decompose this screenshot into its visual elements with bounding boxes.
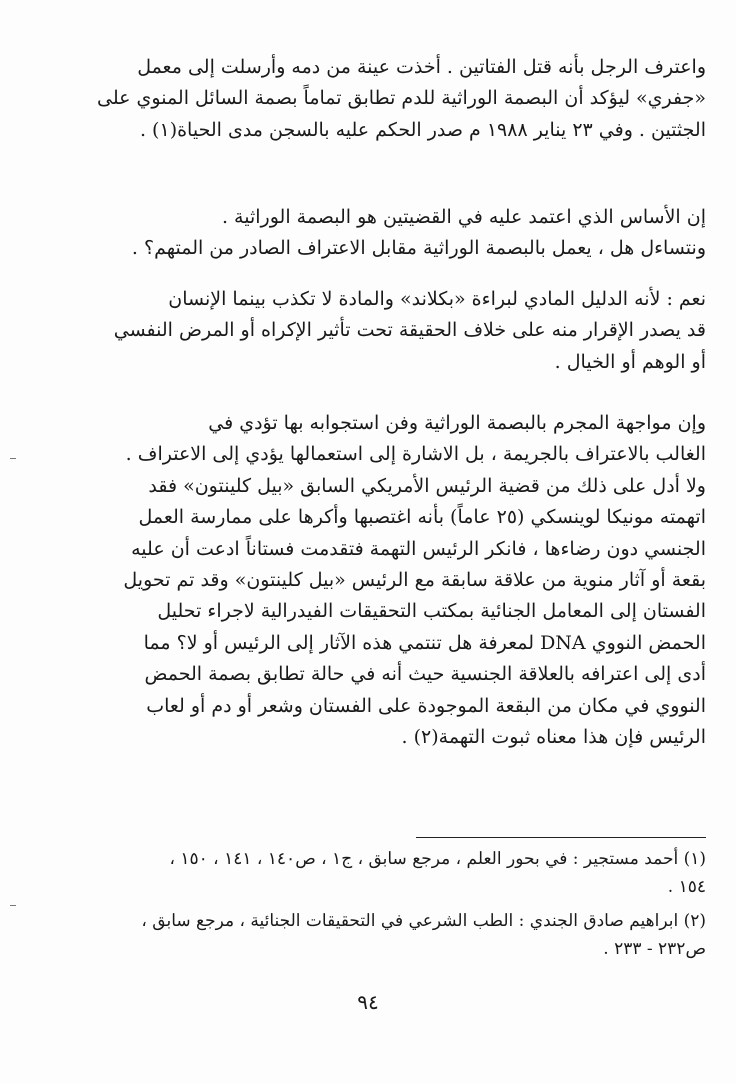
text-line: النووي في مكان من البقعة الموجودة على الفستان وشعر أو دم أو لعاب: [146, 694, 706, 717]
text-line: اتهمته مونيكا لوينسكي (٢٥ عاماً) بأنه اغتصبها وأكرها على ممارسة العمل: [138, 506, 706, 529]
text-line: الرئيس فإن هذا معناه ثبوت التهمة(٢) .: [401, 726, 706, 749]
page-number: ٩٤: [357, 990, 379, 1014]
footnote-line: (٢) ابراهيم صادق الجندي : الطب الشرعي في التحقيقات الجنائية ، مرجع سابق ،: [141, 911, 706, 931]
footnote-line: ١٥٤ .: [667, 877, 706, 897]
text-line: الغالب بالاعتراف بالجريمة ، بل الاشارة إلى استعمالها يؤدي إلى الاعتراف .: [125, 443, 706, 466]
text-line: نعم : لأنه الدليل المادي لبراءة «بكلاند» والمادة لا تكذب بينما الإنسان: [168, 288, 706, 310]
text-line: الجنسي دون رضاءها ، فانكر الرئيس التهمة فتقدمت فستاناً ادعت أن عليه: [131, 537, 706, 560]
footnotes: [26, 845, 706, 969]
paragraph-confession: [26, 52, 706, 146]
text-line: ونتساءل هل ، يعمل بالبصمة الوراثية مقابل الاعتراف الصادر من المتهم؟ .: [131, 237, 706, 260]
paragraph-basis: [26, 202, 706, 265]
text-line: أدى إلى اعترافه بالعلاقة الجنسية حيث أنه في حالة تطابق بصمة الحمض: [144, 663, 706, 686]
text-line: قد يصدر الإقرار منه على خلاف الحقيقة تحت تأثير الإكراه أو المرض النفسي: [113, 319, 706, 342]
paragraph-clinton-case: [26, 408, 706, 753]
footnote-1: [26, 845, 706, 901]
text-line: أو الوهم أو الخيال .: [554, 350, 706, 373]
text-line: الحمض النووي DNA لمعرفة هل تنتمي هذه الآثار إلى الرئيس أو لا؟ مما: [143, 631, 706, 654]
text-line: الفستان إلى المعامل الجنائية بمكتب التحقيقات الفيدرالية لاجراء تحليل: [157, 600, 706, 623]
text-line: بقعة أو آثار منوية من علاقة سابقة مع الرئيس «بيل كلينتون» وقد تم تحويل: [123, 569, 706, 592]
scan-mark: [10, 458, 16, 459]
text-line: الجثتين . وفي ٢٣ يناير ١٩٨٨ م صدر الحكم عليه بالسجن مدى الحياة(١) .: [139, 118, 706, 141]
paragraph-answer: [26, 284, 706, 378]
text-line: وإن مواجهة المجرم بالبصمة الوراثية وفن استجوابه بها تؤدي في: [208, 412, 706, 434]
footnote-line: ص٢٣٢ - ٢٣٣ .: [603, 939, 706, 959]
footnote-line: (١) أحمد مستجير : في بحور العلم ، مرجع سابق ، ج١ ، ص١٤٠ ، ١٤١ ، ١٥٠ ،: [169, 849, 706, 869]
footnote-2: [26, 907, 706, 963]
text-line: واعترف الرجل بأنه قتل الفتاتين . أخذت عينة من دمه وأرسلت إلى معمل: [137, 56, 706, 78]
text-line: «جفري» ليؤكد أن البصمة الوراثية للدم تطابق تماماً بصمة السائل المنوي على: [97, 87, 706, 110]
scan-mark: [10, 905, 16, 906]
text-line: ولا أدل على ذلك من قضية الرئيس الأمريكي السابق «بيل كلينتون» فقد: [148, 474, 706, 497]
footnote-divider: [416, 837, 706, 838]
text-line: إن الأساس الذي اعتمد عليه في القضيتين هو البصمة الوراثية .: [221, 206, 706, 228]
